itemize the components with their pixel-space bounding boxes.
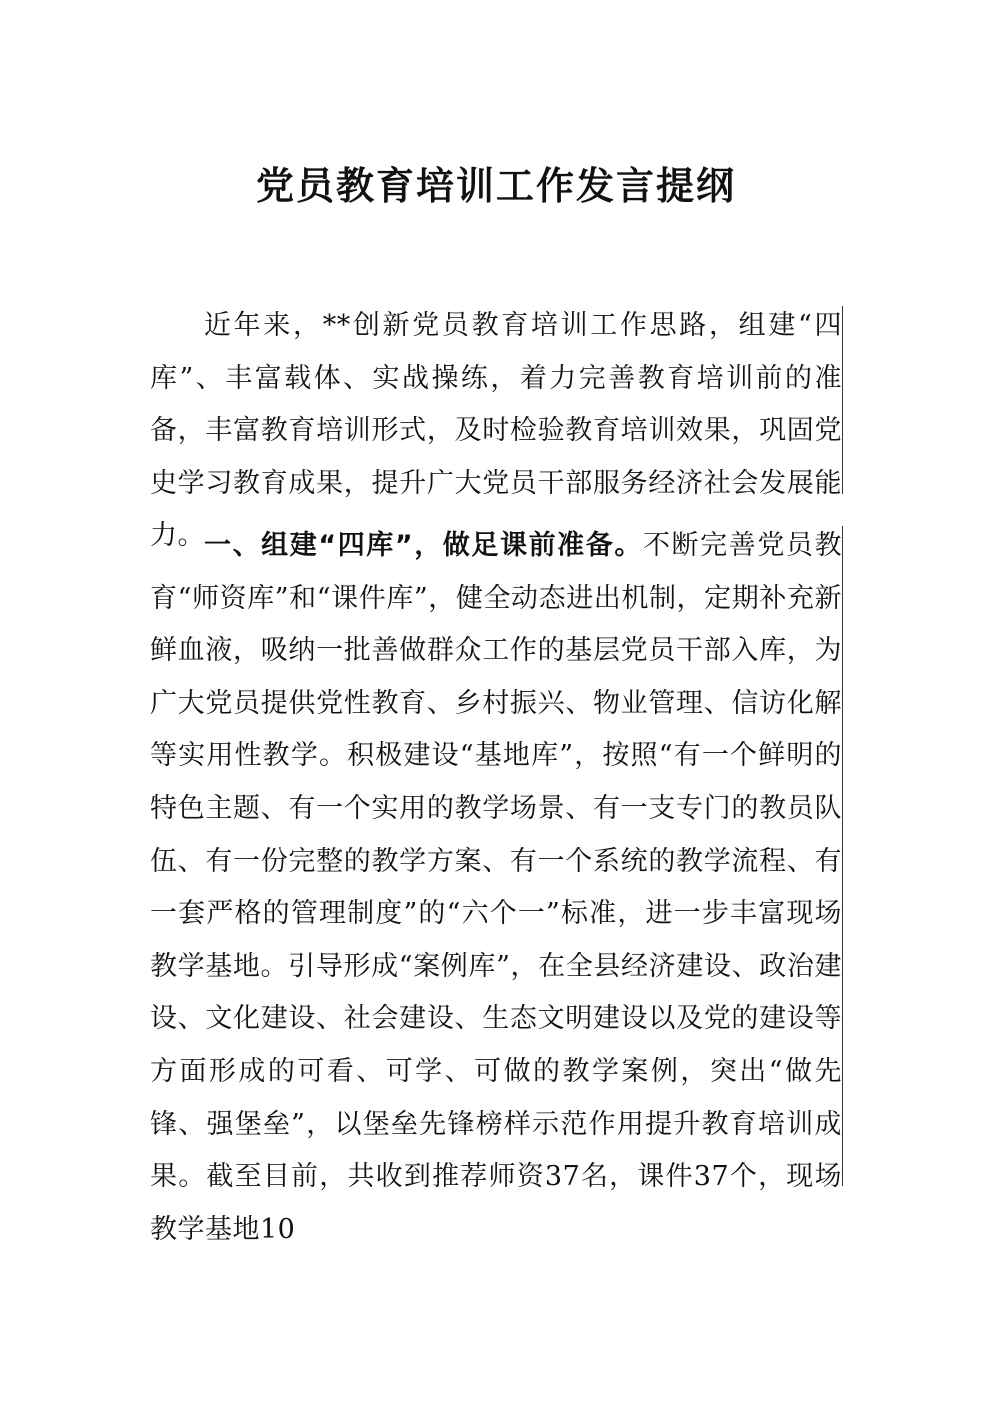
margin-rule-paragraph-1 [842, 306, 843, 494]
section-1-text: 不断完善党员教育“师资库”和“课件库”，健全动态进出机制，定期补充新鲜血液，吸纳一批善做群众工作的基层党员干部入库，为广大党员提供党性教育、乡村振兴、物业管理、信访化解等实用性教学。积极建设“基地库”，按照“有一个鲜明的特色主题、有一个实用的教学场景、有一支专门的教员队伍、有一份完整的教学方案、有一个系统的教学流程、有一套严格的管理制度”的“六个一”标准，进一步丰富现场教学基地。引导形成“案例库”，在全县经济建设、政治建设、文化建设、社会建设、生态文明建设以及党的建设等方面形成的可看、可学、可做的教学案例，突出“做先锋、强堡垒”，以堡垒先锋榜样示范作用提升教育培训成果。截至目前，共收到推荐师资37名，课件37个，现场教学基地10 [150, 530, 842, 1245]
document-title: 党员教育培训工作发言提纲 [255, 163, 736, 208]
paragraph-section-1 [150, 520, 842, 1256]
section-1-heading: 一、组建“四库”，做足课前准备。 [204, 530, 643, 561]
margin-rule-paragraph-2 [842, 526, 843, 1186]
paragraph-intro-text: 近年来，**创新党员教育培训工作思路，组建“四库”、丰富载体、实战操练，着力完善教育培训前的准备，丰富教育培训形式，及时检验教育培训效果，巩固党史学习教育成果，提升广大党员干部服务经济社会发展能力。 [150, 310, 842, 552]
